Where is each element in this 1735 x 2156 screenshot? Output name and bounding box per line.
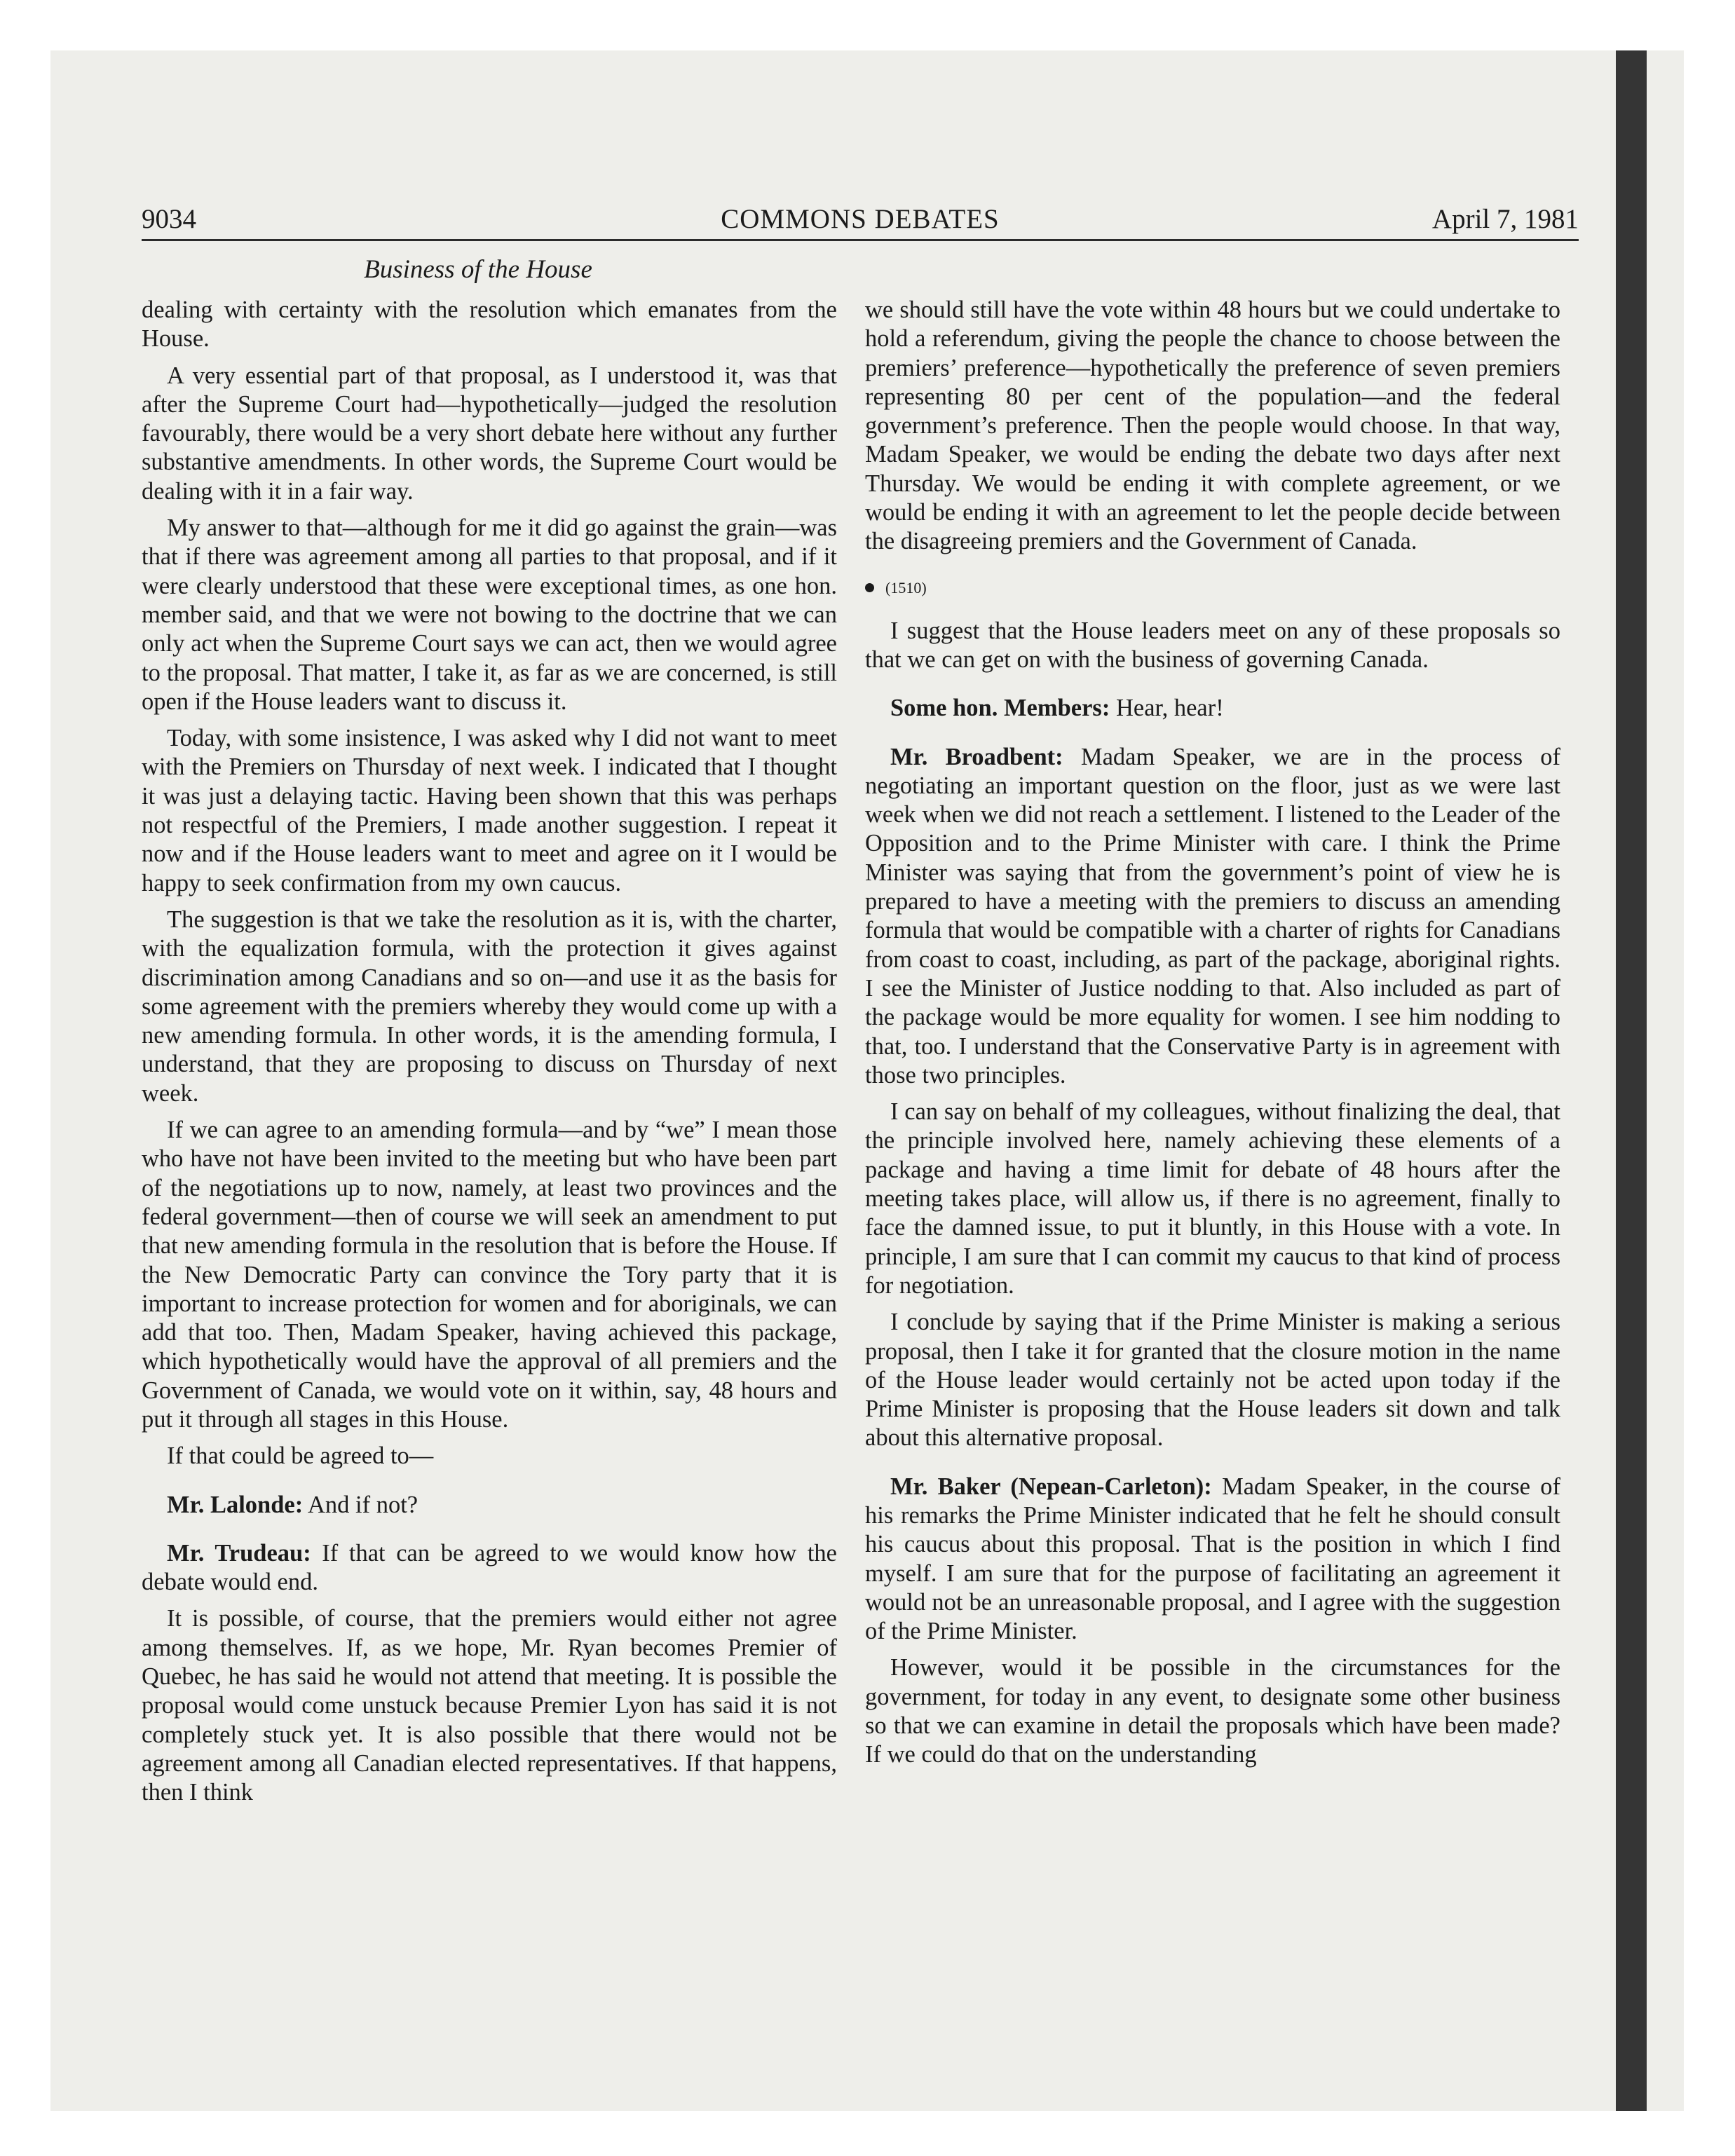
paragraph: However, would it be possible in the circumstances for the government, for today in any event, to designate some other business so that we can examine in detail the proposals which have been made? If we could do that on the understanding	[865, 1654, 1560, 1768]
speech-broadbent	[865, 743, 1560, 1091]
paragraph: dealing with certainty with the resolution which emanates from the House.	[142, 296, 837, 353]
speech-trudeau	[142, 1539, 837, 1597]
paragraph: If we can agree to an amending formula—and by “we” I mean those who have not have been invited to the meeting but who have been part of the negotiations up to now, namely, at least two provinces and the federal government—then of course we will seek an amendment to put that new amending formula in the resolution that is before the House. If the New Democratic Party can convince the Tory party that it is important to increase protection for women and for aboriginals, we can add that too. Then, Madam Speaker, having achieved this package, which hypothetically would have the approval of all premiers and the Government of Canada, we would vote on it within, say, 48 hours and put it through all stages in this House.	[142, 1117, 837, 1433]
speaker-name: Some hon. Members:	[890, 695, 1110, 722]
speech-text: If that can be agreed to we would know how the debate would end.	[142, 1539, 837, 1596]
paragraph: I conclude by saying that if the Prime Minister is making a serious proposal, then I take it for granted that the closure motion in the name of the House leader would certainly not be acted upon today if the Prime Minister is proposing that the House leaders sit down and talk about this alternative proposal.	[865, 1309, 1560, 1452]
speech-text: Madam Speaker, in the course of his remarks the Prime Minister indicated that he felt he should consult his caucus about this proposal. That is the position in which I find myself. I am sure that for the purpose of facilitating an agreement it would not be an unreasonable proposal, and I agree with the suggestion of the Prime Minister.	[865, 1473, 1560, 1645]
speech-text: Madam Speaker, we are in the process of negotiating an important question on the floor, just as we were last week when we did not reach a settlement. I listened to the Leader of the Opposition and to the Prime Minister with care. I think the Prime Minister was saying that from the government’s point of view he is prepared to have a meeting with the premiers to discuss an amending formula that would be compatible with a charter of rights for Canadians from coast to coast, including, as part of the package, aboriginal rights. I see the Minister of Justice nodding to that. Also included as part of the package would be more equality for women. I see him nodding to that, too. I understand that the Conservative Party is in agreement with those two principles.	[865, 743, 1561, 1089]
left-column	[142, 296, 837, 1815]
paragraph: I can say on behalf of my colleagues, without finalizing the deal, that the principle involved here, namely achieving these elements of a package and having a time limit for debate of 48 hours after the meeting takes place, will allow us, if there is no agreement, finally to face the damned issue, to put it bluntly, in this House with a vote. In principle, I am sure that I can commit my caucus to that kind of process for negotiation.	[865, 1098, 1560, 1299]
speaker-name: Mr. Lalonde:	[167, 1491, 304, 1518]
paragraph: If that could be agreed to—	[167, 1442, 434, 1470]
header-rule	[142, 239, 1579, 241]
speech-baker	[865, 1473, 1560, 1646]
speaker-name: Mr. Trudeau:	[167, 1539, 311, 1567]
speech-members	[865, 694, 1560, 723]
section-title: Business of the House	[364, 255, 592, 284]
speaker-name: Mr. Baker (Nepean-Carleton):	[890, 1473, 1212, 1500]
scan-edge-shadow	[1616, 50, 1647, 2111]
time-marker	[865, 578, 1560, 599]
time-marker-text: (1510)	[885, 578, 927, 596]
page-header	[142, 202, 1579, 237]
speech-text: Hear, hear!	[1110, 695, 1224, 722]
speaker-name: Mr. Broadbent:	[890, 743, 1063, 770]
paragraph: The suggestion is that we take the resolution as it is, with the charter, with the equalization formula, with the protection it gives against discrimination among Canadians and so on—and use it as the basis for some agreement with the premiers whereby they would come up with a new amending formula. In other words, it is the amending formula, I understand, that they are proposing to discuss on Thursday of next week.	[142, 906, 837, 1107]
page-number: 9034	[142, 204, 196, 234]
page-date: April 7, 1981	[1431, 204, 1579, 234]
paragraph: we should still have the vote within 48 hours but we could undertake to hold a referendum, giving the people the chance to choose between the premiers’ preference—hypothetically the preference of seven premiers representing 80 per cent of the population—and the federal government’s preference. Then the people would choose. In that way, Madam Speaker, we would be ending the debate two days after next Thursday. We would be ending it with complete agreement, or we would be ending it with an agreement to let the people decide between the disagreeing premiers and the Government of Canada.	[865, 296, 1560, 555]
speech-text: And if not?	[303, 1491, 419, 1518]
paragraph: My answer to that—although for me it did go against the grain—was that if there was agreement among all parties to that proposal, and if it were clearly understood that these were exceptional times, as one hon. member said, and that we were not bowing to the doctrine that we can only act when the Supreme Court says we can act, then we would agree to the proposal. That matter, I take it, as far as we are concerned, is still open if the House leaders want to discuss it.	[142, 514, 837, 715]
right-column	[865, 296, 1560, 1778]
paragraph: It is possible, of course, that the premiers would either not agree among themselves. If, as we hope, Mr. Ryan becomes Premier of Quebec, he has said he would not attend that meeting. It is possible the proposal would come unstuck because Premier Lyon has said it is not completely stuck yet. It is also possible that there would not be agreement among all Canadian elected representatives. If that happens, then I think	[142, 1605, 837, 1806]
paragraph: A very essential part of that proposal, as I understood it, was that after the Supreme Court had—hypothetically—judged the resolution favourably, there would be a very short debate here without any further substantive amendments. In other words, the Supreme Court would be dealing with it in a fair way.	[142, 362, 837, 505]
bullet-icon	[865, 583, 874, 592]
speech-lalonde	[142, 1491, 837, 1520]
publication-title: COMMONS DEBATES	[721, 204, 1000, 234]
paragraph: Today, with some insistence, I was asked why I did not want to meet with the Premiers on Thursday of next week. I indicated that I thought it was just a delaying tactic. Having been shown that this was perhaps not respectful of the Premiers, I made another suggestion. I repeat it now and if the House leaders want to meet and agree on it I would be happy to seek confirmation from my own caucus.	[142, 725, 837, 896]
paragraph: I suggest that the House leaders meet on any of these proposals so that we can get on with the business of governing Canada.	[865, 617, 1560, 673]
